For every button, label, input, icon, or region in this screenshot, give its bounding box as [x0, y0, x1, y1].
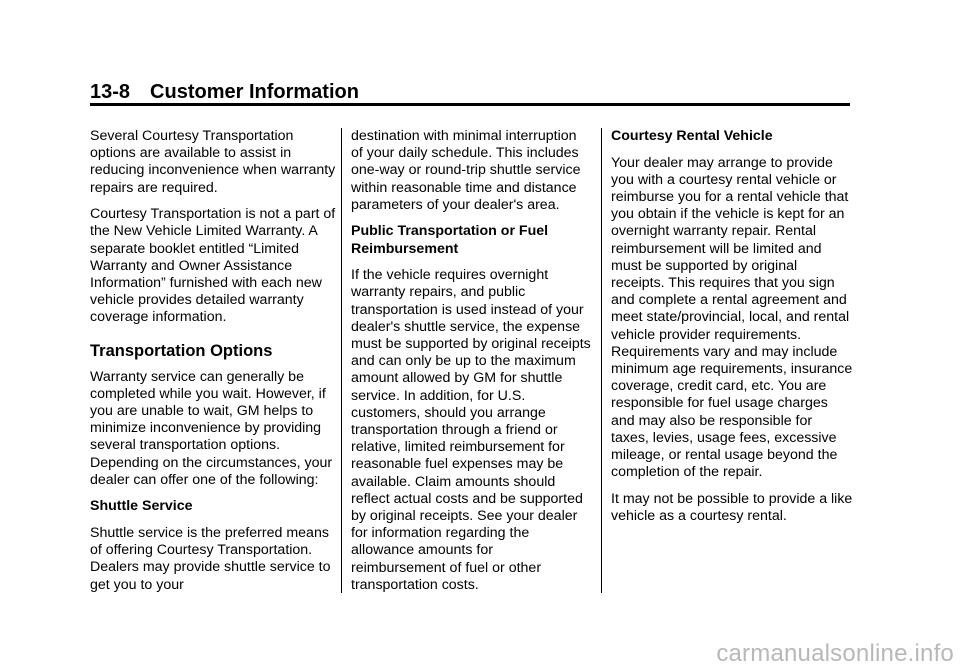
- page-number: 13-8: [90, 81, 131, 103]
- shuttle-continued-paragraph: destination with minimal interruption of your daily schedule. This includes one-way or round-trip shuttle service within reasonable time and distance parameters of your dealer's area.: [351, 128, 581, 213]
- column-divider: [341, 128, 342, 593]
- subhead-public-transport: Public Transportation or Fuel Reimbursement: [351, 223, 549, 257]
- reimbursement-paragraph: If the vehicle requires overnight warranty repairs, and public transportation is used instead of your dealer's shuttle service, the expense must be supported by original receipts and can only be up to the maximum amount allowed by GM for shuttle service. In addition, for U.S. customers, should you arrange transportation through a friend or relative, limited reimbursement for reasonable fuel expenses may be available. Claim amounts should reflect actual costs and be supported by original receipts. See your dealer for information regarding the allowance amounts for reimbursement of fuel or other transportation costs.: [351, 267, 591, 593]
- column-2: [351, 128, 591, 603]
- watermark: carmanualsonline.info: [716, 640, 954, 667]
- section-title: Customer Information: [150, 81, 359, 103]
- subhead-shuttle: Shuttle Service: [90, 498, 193, 515]
- rental-paragraph: Your dealer may arrange to provide you with a courtesy rental vehicle or reimburse you for a rental vehicle that you obtain if the vehicle is kept for an overnight warranty repair. Rental reimbursement will be limited and must be supported by original receipts. This requires that you sign and complete a rental agreement and meet state/provincial, local, and rental vehicle provider requirements. Requirements vary and may include minimum age requirements, insurance coverage, credit card, etc. You are responsible for fuel usage charges and may also be responsible for taxes, levies, usage fees, excessive mileage, or rental usage beyond the completion of the repair.: [611, 154, 853, 481]
- warranty-paragraph: Courtesy Transportation is not a part of the New Vehicle Limited Warranty. A separate booklet entitled “Limited Warranty and Owner Assistance Information” furnished with each new vehicle provides detailed warranty coverage information.: [90, 206, 336, 326]
- header-rule: [90, 103, 850, 106]
- shuttle-paragraph: Shuttle service is the preferred means of offering Courtesy Transportation. Dealers may provide shuttle service to get you to your: [90, 525, 331, 593]
- options-paragraph: Warranty service can generally be completed while you wait. However, if you are unable to wait, GM helps to minimize inconvenience by providing several transportation options. Depending on the circumstances, your dealer can offer one of the following:: [90, 368, 333, 488]
- column-divider: [601, 128, 602, 593]
- column-1: [90, 128, 338, 603]
- column-3: [611, 128, 853, 535]
- like-vehicle-paragraph: It may not be possible to provide a like vehicle as a courtesy rental.: [611, 490, 853, 525]
- subhead-rental: Courtesy Rental Vehicle: [611, 128, 773, 144]
- section-heading: Transportation Options: [90, 341, 273, 360]
- intro-paragraph: Several Courtesy Transportation options are available to assist in reducing inconvenience when warranty repairs are required.: [90, 128, 336, 196]
- page-header: [90, 80, 850, 104]
